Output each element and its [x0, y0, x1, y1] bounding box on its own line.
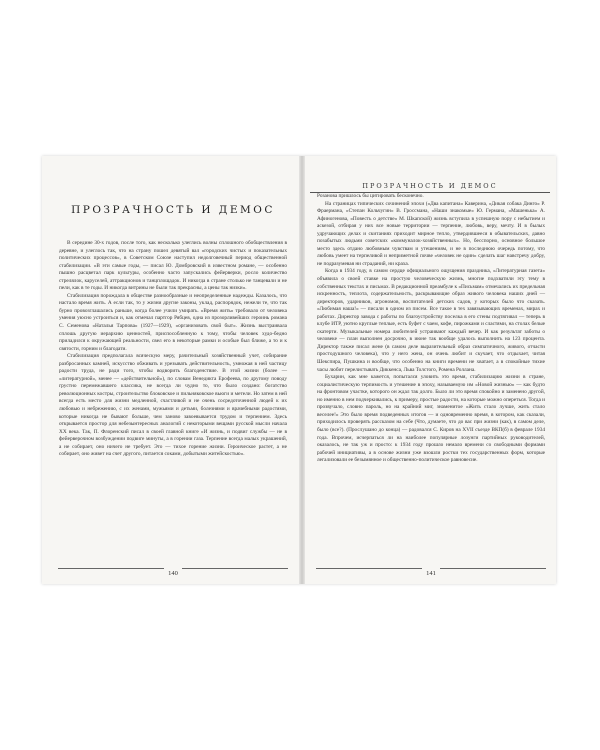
book-spread: [42, 156, 556, 584]
paragraph: Розанова пришлось бы цитировать бесконечно.: [317, 193, 424, 199]
paragraph: В середине 30-х годов, после того, как несколько улеглись волны сплошного обобществления в деревне, и улеглось так, что на страну пошел девятый вал «городских чистых и показательных политических процессов», в Советском Союзе наступил недолговечный период общественной стабилизации. «В эти самые годы, — писал Ю. Домбровский в известном романе, — особенно пышно расцветал парк культуры, особенно часто запускались фейерверки, росло количество стрелялок, каруселей, аттракционов и танцплощадок. И никогда в стране столько не танцевали и не пели, как в те годы. И никогда витрины не были так прекрасны, а цены так низки».: [59, 240, 287, 292]
folio-rule-left: [316, 568, 422, 569]
paragraph: Стабилизация порождала в обществе разнообразные и неопределенные надежды. Казалось, что настало время жить. А если так, то у жизни другие законы, уклад, распорядок, нежели те, что так бурно провозглашались раньше, когда более учили умирать. «Время жить» требовало от человека умения уюсно устроиться и, как отмечал партгор Рябцев, одна из прозорливейших героинь романа С. Семенова «Наталья Тарпова» (1927—1929), «организовать свой быт». Жизнь выстраивала сплошь другую иерархию ценностей, приспособленную к тому, чтобы человек худо-бедно приладился к окружающей реальности, свел его в некоторые рамки и особые был ближе, а то и к святости, горним и благодати.: [59, 292, 287, 352]
right-body-text: [317, 193, 545, 465]
chapter-title: ПРОЗРАЧНОСТЬ И ДЕМОС: [71, 204, 275, 216]
folio-rule-left: [58, 568, 164, 569]
right-page: [306, 156, 556, 584]
page-number: 141: [426, 570, 436, 577]
paragraph: Когда в 1934 году, в самом сердце официального ощущения праздника, «Литературная газета» объявила о своей ставке на простую человеческую жизнь, многие подхватили эту тему в собственных текстах и письмах. В редакционной преамбуле к «Письмам» отмечались их предельная искренность, теплота, содержательность, раскрывающие образ живого человека наших дней — директоров, ударников, агрономов, воспитателей детских садов, у которых было что сказать. «Любимая наша!» — писали в одном из писем. Все такое в тех завязывающих временах, мирах и работах. Директор завода с работы по благоустройству поселка в его стены подтягивал — теперь в клубе ИТР, уютно круглые теплые, есть буфет с чаем, кофе, пирожками и сластями, на столах белые скатерти. Музыкальные номера любителей устраивают каждый вечер. И как результат заботы о человеке — план выполнен досрочно, в июне так вообще удалось выполнить на 123 процента. Директор также писал жене (в самом деле выразительный образ симпатичного, живого, отчасти простодушного человека), что у него жена, он очень любит и скучает, что отдыхает, читая Шекспира, Пушкина и вообще, что особенно на книги времени не хватает, а в спокойные тихие часы любит перелистывать Диккенса, Льва Толстого, Ромена Роллана.: [317, 268, 545, 373]
paragraph: На страницах типических сочинений эпохи («Два капитана» Каверина, «Дикая собака Динго» Р. Фраермана, «Степан Кольчугин» В. Гроссмана, «Наши знакомые» Ю. Германа, «Машенька» А. Афиногенова, «Повесть о детстве» М. Шкапской) жизнь вступила в успешную пору с небытием и аскезой, отбирая у них все новые территории — терпение, любовь, веру, мечту. И в былых удручающих делах и скитаниях приходит мирное тепло, утвердившееся в обывательских, давно позабытых людьми советских «коммуналок-хозяйственных». Но, бесспорно, основное большое место здесь отдано любовным чувствам и утешениям, и не в последнюю очередь потому, что любовь умеет на терпеливой и неприметной почве «человек не один» сделать шаг навстречу добру, не подразумевая ни страданий, ни краха.: [317, 200, 545, 267]
folio-rule-right: [440, 568, 546, 569]
book-gutter: [299, 156, 305, 584]
running-head: ПРОЗРАЧНОСТЬ И ДЕМОС: [310, 182, 550, 193]
left-body-text: [59, 240, 287, 459]
paragraph: Бухарин, как мне кажется, попытался уловить это время, стабилизацию жизни в стране, социалистическую терпимость и утешение в эпоху, называемую им «Новой жизнью» — как будто на фронтовом участке, которого он ждал так долго. Было ли это время спокойно и заменено другой, но именно в нем подчеркивались, к примеру, простые радости, на которые можно опереться. Тогда и прозвучало, словно пароль, но на крайний миг, знаменитое «Жить стало лучше, жить стало веселее!» Это было время подведенных итогов — и одновременно время, в котором, как сказали, приходилось проверять рассказом на себе (Что, думаете, что до вас при жизни (как), в самом деле, было (все?). (Прослушано до конца) — радовался С. Киров на XVII съезде ВКП(б) в феврале 1934 года. Впрочем, исчерпаться ли на наиболее популярные лозунги партийных руководителей, оказалось, не так уж и просто: к 1934 году прошло немало времени со свободными формами рабочей инициативы, а в основе жизни уже взошли ростки тех государственных форм, которые легализовали ее безымянное и общественно-политическое равновесие.: [317, 374, 545, 464]
page-number: 140: [168, 570, 178, 577]
paragraph: Стабилизация предполагала всяческую меру, рачительный хозяйственный учет, собирание разбросанных камней, искусство обживать и урезывать действительность, умножая в ней частицу радости труда, не ради того, чтобы водворить благоденствие. В этой жизни (более — «литературной», менее — «действительной»), по словам Венедикта Ерофеева, по другому поводу грустно перемежавшего классика, не всегда ли чудно то, что было создано: богатство революционных костры, строительство блоковское и пильняковское вьюги и метели. Но затем в ней всегда есть место для жизни медленной, счастливой и не очень сосредоточенной людей к их любовью и небрежению, с их женами, мужьями и детьми, болезнями и врачебными радостями, которые никогда не бывают больше, чем заново завоевывается трудом и терпением. Здесь открывается простор для небезынтересных аналогий с некоторыми вещами русской мысли начала XX века. Так, П. Флоренский писал в своей главной книге «И жизнь, и подвиг службы — не в фейерверочном возбуждении подвиге минуты, а в горении газа. Терпение всегда малых украшений, а не собирает, оно ничего не требует. Это — тихое горение жизни. Героическое растет, а не собирает, оно живет на счет другого, питается соками, добытыми житейскостью».: [59, 353, 287, 458]
left-page: [48, 156, 298, 584]
folio-rule-right: [182, 568, 288, 569]
